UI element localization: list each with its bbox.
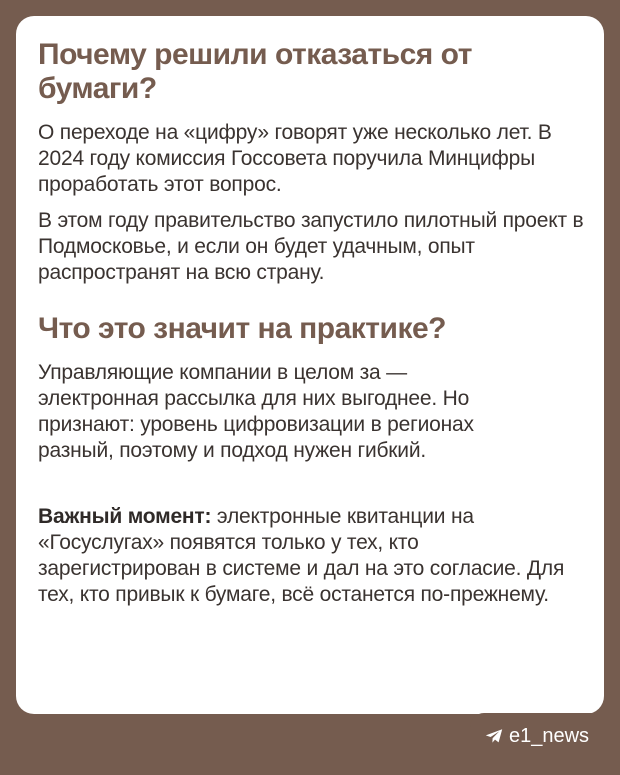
paragraph-important-note [38, 504, 578, 608]
content-card [16, 16, 604, 714]
channel-badge[interactable] [470, 713, 604, 759]
heading-why-paperless: Почему решили отказаться от бумаги? [38, 38, 472, 105]
paragraph-management-companies: Управляющие компании в целом за — электронная рассылка для них выгоднее. Но признают: уровень цифровизации в регионах разный, поэтому и подход нужен гибкий. [38, 361, 474, 462]
channel-name: e1_news [508, 724, 590, 747]
important-text: электронные квитанции на «Госуслугах» появятся только у тех, кто зарегистрирован в системе и дал на это согласие. Для тех, кто привык к бумаге, всё останется по-прежнему. [38, 505, 565, 606]
paragraph-transition: О переходе на «цифру» говорят уже несколько лет. В 2024 году комиссия Госсовета поручила Минцифры проработать этот вопрос. [38, 121, 552, 196]
telegram-icon [485, 728, 503, 744]
heading-in-practice: Что это значит на практике? [38, 312, 446, 345]
paragraph-pilot: В этом году правительство запустило пилотный проект в Подмосковье, и если он будет удачным, опыт распространят на всю страну. [38, 209, 584, 284]
important-label: Важный момент: [38, 505, 212, 528]
